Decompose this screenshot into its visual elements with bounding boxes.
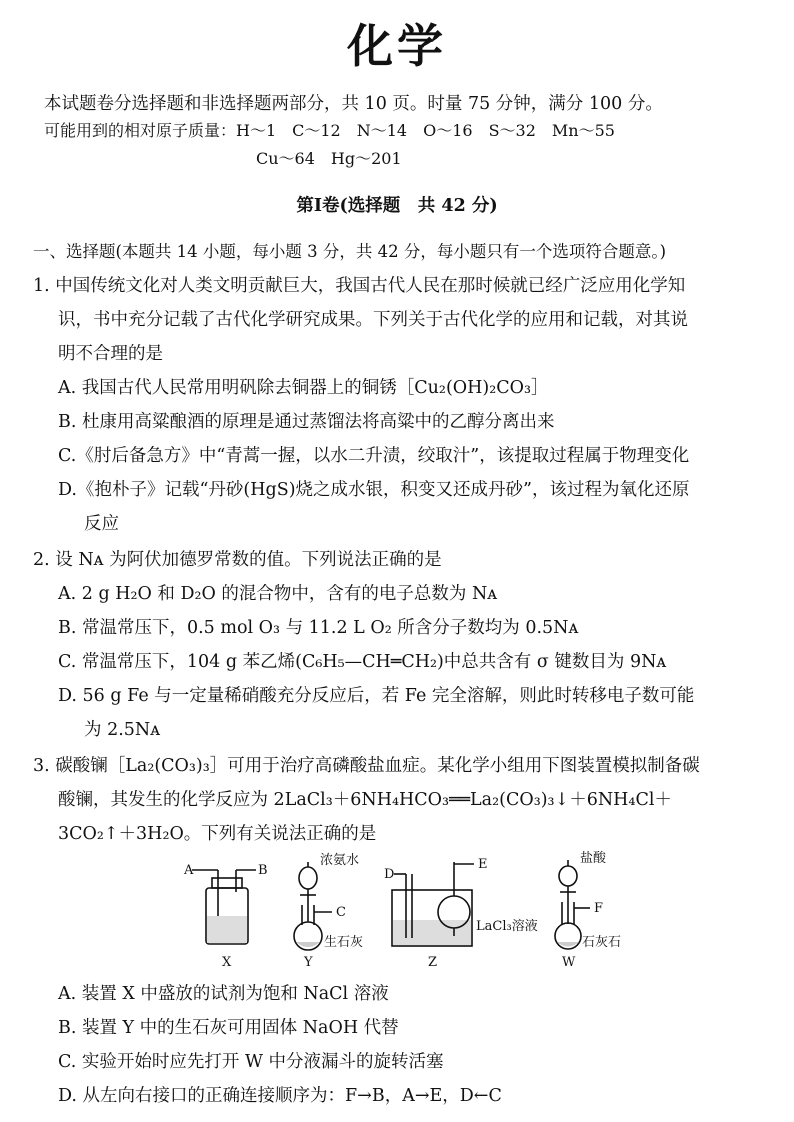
q1-option-c: C.《肘后备急方》中“青蒿一握，以水二升渍，绞取汁”，该提取过程属于物理变化 xyxy=(58,446,690,466)
section-title: 第Ⅰ卷(选择题 共 42 分) xyxy=(296,196,498,216)
exam-info: 本试题卷分选择题和非选择题两部分，共 10 页。时量 75 分钟，满分 100 分。 xyxy=(44,94,663,114)
q3-stem-3: 3CO₂↑＋3H₂O。下列有关说法正确的是 xyxy=(58,824,377,844)
fig-label-d: D xyxy=(384,867,395,882)
q1-option-b: B. 杜康用高粱酿酒的原理是通过蒸馏法将高粱中的乙醇分离出来 xyxy=(58,412,555,432)
fig-label-limestone: 石灰石 xyxy=(582,935,622,950)
q2-option-b: B. 常温常压下，0.5 mol O₃ 与 11.2 L O₂ 所含分子数均为 0.5Nᴀ xyxy=(58,618,579,638)
fig-label-f: F xyxy=(594,901,604,916)
atomic-masses-line2: Cu～64 Hg～201 xyxy=(256,149,402,168)
fig-label-w: W xyxy=(562,955,576,970)
q3-stem-1: 3. 碳酸镧［La₂(CO₃)₃］可用于治疗高磷酸盐血症。某化学小组用下图装置模拟制备碳 xyxy=(33,756,700,776)
fig-label-c: C xyxy=(336,905,346,920)
fig-label-b: B xyxy=(258,863,268,878)
atomic-masses-line1: 可能用到的相对原子质量：H～1 C～12 N～14 O～16 S～32 Mn～55 xyxy=(44,121,615,140)
fig-label-lacl3: LaCl₃溶液 xyxy=(476,919,538,934)
q2-option-d-2: 为 2.5Nᴀ xyxy=(84,720,161,740)
apparatus-figure xyxy=(170,850,630,970)
fig-label-e: E xyxy=(478,857,488,872)
q2-option-d-1: D. 56 g Fe 与一定量稀硝酸充分反应后，若 Fe 完全溶解，则此时转移电子数可能 xyxy=(58,686,695,706)
fig-label-x: X xyxy=(222,955,232,970)
q1-stem-3: 明不合理的是 xyxy=(58,344,163,364)
q1-option-d-1: D.《抱朴子》记载“丹砂(HgS)烧之成水银，积变又还成丹砂”，该过程为氧化还原 xyxy=(58,480,690,500)
q2-option-a: A. 2 g H₂O 和 D₂O 的混合物中，含有的电子总数为 Nᴀ xyxy=(58,584,498,604)
fig-label-a: A xyxy=(184,863,194,878)
q1-option-a: A. 我国古代人民常用明矾除去铜器上的铜锈［Cu₂(OH)₂CO₃］ xyxy=(58,378,549,398)
fig-label-z: Z xyxy=(428,955,438,970)
q2-stem: 2. 设 Nᴀ 为阿伏加德罗常数的值。下列说法正确的是 xyxy=(33,550,442,570)
q3-option-d: D. 从左向右接口的正确连接顺序为：F→B，A→E，D←C xyxy=(58,1086,502,1106)
fig-label-quicklime: 生石灰 xyxy=(324,935,364,950)
q3-stem-2: 酸镧，其发生的化学反应为 2LaCl₃＋6NH₄HCO₃══La₂(CO₃)₃↓＋6NH₄Cl＋ xyxy=(58,790,672,810)
fig-label-hcl: 盐酸 xyxy=(580,851,607,866)
q1-stem-2: 识，书中充分记载了古代化学研究成果。下列关于古代化学的应用和记载，对其说 xyxy=(58,310,688,330)
q2-option-c: C. 常温常压下，104 g 苯乙烯(C₆H₅—CH═CH₂)中总共含有 σ 键数目为 9Nᴀ xyxy=(58,652,667,672)
q3-option-b: B. 装置 Y 中的生石灰可用固体 NaOH 代替 xyxy=(58,1018,399,1038)
part-heading: 一、选择题(本题共 14 小题，每小题 3 分，共 42 分，每小题只有一个选项符合题意。) xyxy=(33,242,667,261)
page-title: 化学 xyxy=(347,19,447,73)
fig-label-ammonia: 浓氨水 xyxy=(320,853,360,868)
q1-option-d-2: 反应 xyxy=(84,514,119,534)
fig-label-y: Y xyxy=(304,955,313,970)
q3-option-c: C. 实验开始时应先打开 W 中分液漏斗的旋转活塞 xyxy=(58,1052,444,1072)
q1-stem-1: 1. 中国传统文化对人类文明贡献巨大，我国古代人民在那时候就已经广泛应用化学知 xyxy=(33,276,686,296)
q3-option-a: A. 装置 X 中盛放的试剂为饱和 NaCl 溶液 xyxy=(58,984,389,1004)
